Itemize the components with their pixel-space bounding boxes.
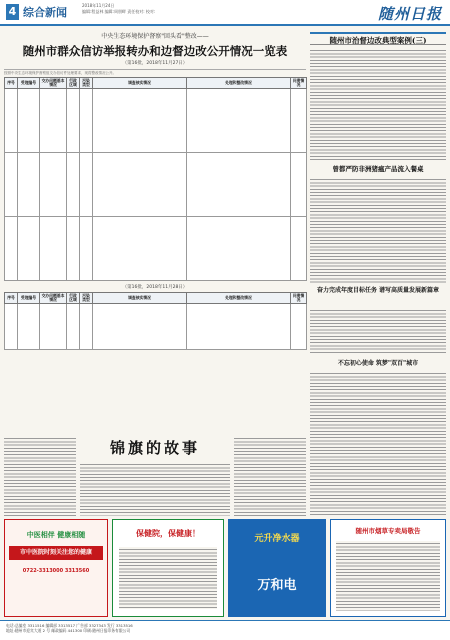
footer-address: 地址:随州市迎宾大道 2 号 邮政编码 441300 印刷:随州日报印务有限公司	[6, 628, 131, 633]
story-title: 锦旗的故事	[109, 439, 200, 457]
hospital-ad-name: 市中医院时刻关注您的健康	[9, 546, 103, 560]
article-intro: 按照中央生态环境保护督察组交办信访件处理要求，现将整改情况公开。	[4, 69, 306, 75]
story3-body	[310, 308, 446, 355]
page-header	[0, 0, 450, 26]
tobacco-bureau-ad	[330, 519, 446, 617]
tobacco-ad-title: 随州市烟草专卖局敬告	[355, 527, 421, 535]
table-row	[5, 153, 307, 217]
page-footer	[0, 620, 450, 640]
column-header: 调查核实情况	[93, 78, 187, 89]
main-article	[4, 32, 306, 457]
story-body-left	[4, 436, 76, 516]
column-header: 行政区域	[67, 78, 80, 89]
maternal-ad-title: 保健院，保健康！	[136, 529, 200, 538]
article-kicker: 中央生态环境保护督察"回头看"整改——	[101, 33, 209, 40]
column-header: 交办问题基本情况	[40, 293, 67, 304]
issue-date: 2018年11月24日	[82, 3, 115, 8]
column-header: 污染类型	[80, 78, 93, 89]
batch-label-1: （第16批，2018年11月27日）	[122, 61, 188, 66]
story2-body	[310, 177, 446, 284]
case-body	[310, 48, 446, 160]
story3-title: 奋力完成年度目标任务 谱写高质量发展新篇章	[316, 287, 440, 294]
column-header: 序号	[5, 78, 18, 89]
footer-contact: 电话:总编室 3311516 编辑部 3313517 广告部 3327343 发行 3313516	[6, 623, 133, 628]
advertisement-row	[4, 519, 446, 617]
column-header: 调查核实情况	[93, 293, 187, 304]
column-header: 处理和整改情况	[187, 293, 291, 304]
column-header: 问责情况	[291, 78, 307, 89]
column-header: 问责情况	[291, 293, 307, 304]
page-number: 4	[6, 4, 19, 20]
hospital-ad	[4, 519, 108, 617]
issue-info	[82, 3, 155, 15]
section-name: 综合新闻	[23, 6, 67, 19]
masthead-logo: 随州日报	[377, 5, 442, 23]
bottom-left-story	[4, 436, 306, 516]
column-header: 序号	[5, 293, 18, 304]
table-row	[5, 304, 307, 350]
story2-title: 曾都严防非洲猪瘟产品流入餐桌	[332, 165, 424, 173]
column-header: 污染类型	[80, 293, 93, 304]
maternal-ad-body	[119, 547, 217, 609]
water-ad-brand: 元升净水器	[254, 534, 300, 544]
water-purifier-ad	[228, 519, 326, 617]
story4-title: 不忘初心使命 筑梦"双百"城市	[337, 360, 419, 367]
column-header: 交办问题基本情况	[40, 78, 67, 89]
tobacco-ad-body	[336, 541, 440, 611]
table-header-row	[5, 293, 307, 304]
story4-body	[310, 371, 446, 516]
water-ad-sub: 万和电	[257, 578, 297, 593]
issue-editors: 编辑:程益林 编辑:周朋畔 责任校对: 校对:	[82, 9, 156, 14]
column-header: 处理和整改情况	[187, 78, 291, 89]
case-title: 随州市治督边改典型案例(三)	[310, 32, 446, 45]
table-header-row	[5, 78, 307, 89]
batch-label-2: （第16批，2018年11月28日）	[122, 285, 188, 290]
column-header: 受理编号	[18, 78, 40, 89]
column-header: 受理编号	[18, 293, 40, 304]
column-header: 行政区域	[67, 293, 80, 304]
table-row	[5, 217, 307, 281]
table-row	[5, 89, 307, 153]
hospital-ad-slogan: 中医相伴 健康相随	[26, 531, 86, 539]
complaint-table-2	[4, 292, 307, 350]
hospital-ad-phone: 0722-3313000 3313560	[22, 568, 90, 574]
story-body-right	[234, 436, 306, 516]
complaint-table-1	[4, 77, 307, 281]
story-body-middle	[80, 462, 230, 516]
maternal-health-ad	[112, 519, 224, 617]
right-column	[310, 32, 446, 516]
article-title: 随州市群众信访举报转办和边督边改公开情况一览表	[22, 44, 288, 58]
